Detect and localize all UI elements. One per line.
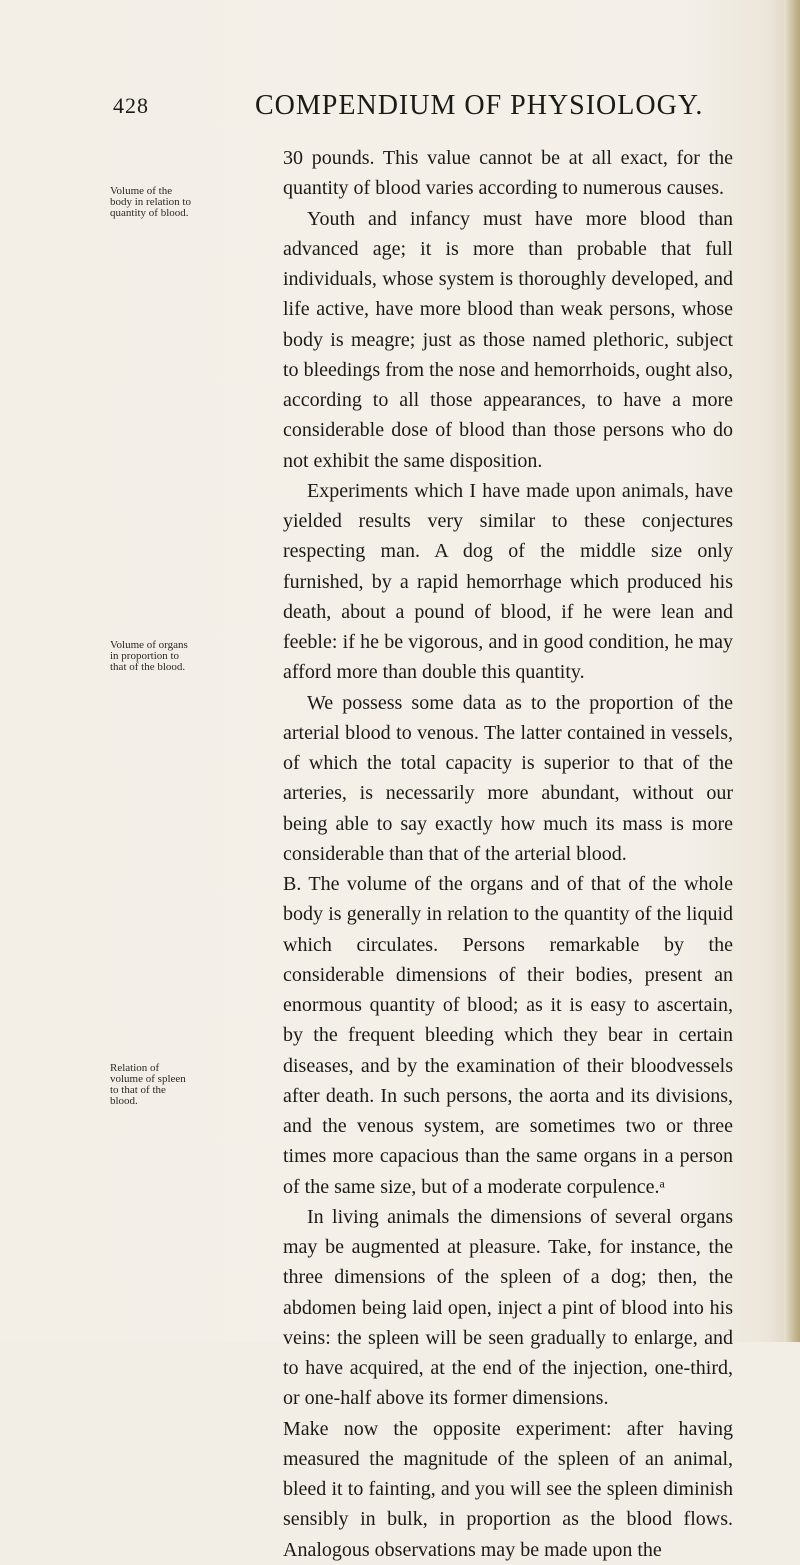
page-edge [784,0,800,1342]
side-note-volume-of-organs: Volume of organs in proportion to that of the blood. [110,639,188,673]
body-text [283,143,733,1565]
page-header [0,90,800,130]
paragraph: We possess some data as to the proportion of the arterial blood to venous. The latter contained in vessels, of which the total capacity is superior to that of the arteries, is necessarily more abundant, without our being able to say exactly how much its mass is more considerable than that of the arterial blood. [283,691,733,865]
side-note-spleen-relation: Relation of volume of spleen to that of the blood. [110,1062,186,1107]
paragraph: In living animals the dimensions of several organs may be augmented at pleasure. Take, for instance, the three dimensions of the spleen of a dog; then, the abdomen being laid open, inject a pint of blood into his veins: the spleen will be seen gradually to enlarge, and to have acquired, at the end of the injection, one-third, or one-half above its former dimensions. [283,1205,733,1410]
running-head: COMPENDIUM OF PHYSIOLOGY. [255,90,704,121]
paragraph: B. The volume of the organs and of that of the whole body is generally in relation to the quantity of the liquid which circulates. Persons remarkable by the considerable dimensions of their bodies, present an enormous quantity of blood; as it is easy to ascertain, by the frequent bleeding which they bear in certain diseases, and by the examination of their bloodvessels after death. In such persons, the aorta and its divisions, and the venous system, are sometimes two or three times more capacious than the same organs in a person of the same size, but of a moderate corpulence.ᵃ [283,873,733,1198]
paragraph: Experiments which I have made upon animals, have yielded results very similar to these conjectures respecting man. A dog of the middle size only furnished, by a rapid hemorrhage which produced his death, about a pound of blood, if he were lean and feeble: if he be vigorous, and in good condition, he may afford more than double this quantity. [283,479,733,684]
paragraph: Youth and infancy must have more blood than advanced age; it is more than probable that full individuals, whose system is thoroughly developed, and life active, have more blood than weak persons, whose body is meagre; just as those named plethoric, subject to bleedings from the nose and hemorrhoids, ought also, according to all those appearances, to have a more considerable dose of blood than those persons who do not exhibit the same disposition. [283,207,733,472]
paragraph: Make now the opposite experiment: after having measured the magnitude of the spleen of an animal, bleed it to fainting, and you will see the spleen diminish sensibly in bulk, in proportion as the blood flows. Analogous observations may be made upon the [283,1417,733,1561]
page-number: 428 [113,93,149,118]
side-note-volume-of-body: Volume of the body in relation to quantity of blood. [110,185,191,219]
paragraph: 30 pounds. This value cannot be at all exact, for the quantity of blood varies according to numerous causes. [283,147,733,200]
